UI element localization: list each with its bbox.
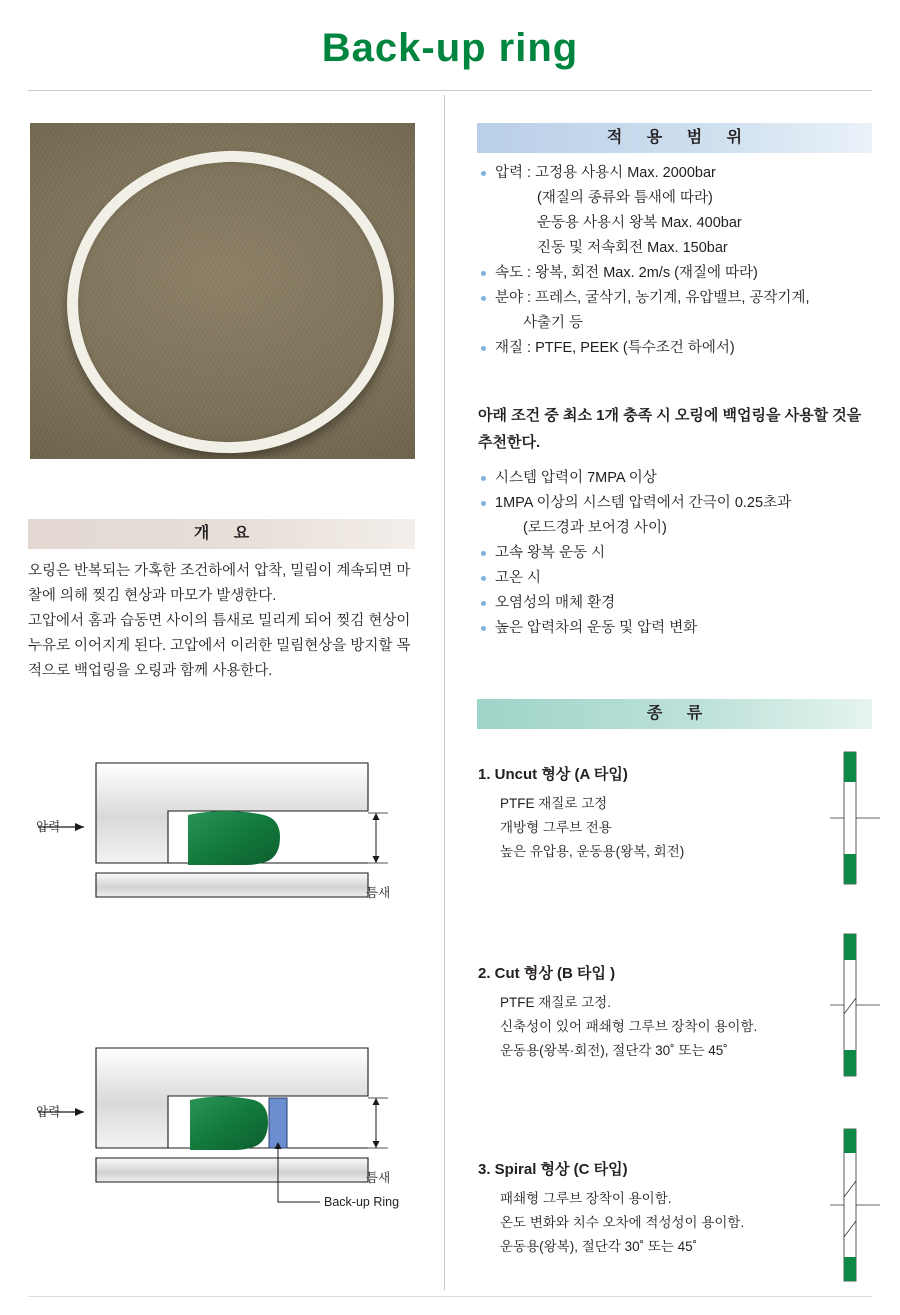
overview-paragraph-1: 오링은 반복되는 가혹한 조건하에서 압착, 밀림이 계속되면 마찰에 의해 찢김 현상과 마모가 발생한다. — [28, 563, 411, 604]
list-item — [481, 261, 871, 286]
condition-item-5: 높은 압력차의 운동 및 압력 변화 — [495, 620, 698, 636]
scope-item-0-sub-1: 운동용 사용시 왕복 Max. 400bar — [537, 215, 742, 231]
type-3-lines — [478, 1187, 808, 1259]
condition-item-1: 1MPA 이상의 시스템 압력에서 간극이 0.25초과 — [495, 495, 792, 511]
condition-item-4: 오염성의 매체 환경 — [495, 595, 616, 611]
type-2-line-0: PTFE 재질로 고정. — [500, 995, 611, 1010]
footer-divider — [28, 1296, 872, 1297]
diagram-2-gap-label: 틈새 — [366, 1171, 391, 1185]
type-1-line-1: 개방형 그루브 전용 — [500, 820, 612, 835]
type-2-title: 2. Cut 형상 (B 타입 ) — [478, 965, 616, 982]
diagram-with-backup-ring — [28, 1030, 428, 1240]
scope-item-3-main: 재질 : PTFE, PEEK (특수조건 하에서) — [495, 340, 735, 356]
condition-item-0: 시스템 압력이 7MPA 이상 — [495, 470, 657, 486]
page-title: Back-up ring — [321, 26, 579, 70]
type-1-line-2: 높은 유압용, 운동용(왕복, 회전) — [500, 844, 685, 859]
type-2-line-1: 신축성이 있어 패쇄형 그루브 장착이 용이함. — [500, 1019, 758, 1034]
overview-text — [28, 559, 418, 684]
type-1-lines — [478, 792, 808, 864]
scope-item-0-main: 압력 : 고정용 사용시 Max. 2000bar — [495, 165, 716, 181]
list-item — [481, 541, 871, 566]
type-3-line-0: 패쇄형 그루브 장착이 용이함. — [500, 1191, 672, 1206]
condition-item-1-sub-0: (로드경과 보어경 사이) — [523, 520, 667, 536]
type-block-cut — [478, 962, 808, 1063]
list-item — [481, 336, 871, 361]
diagram-1-svg — [28, 745, 428, 930]
list-item — [481, 491, 871, 541]
list-item — [481, 591, 871, 616]
diagram-2-pressure-label: 압력 — [36, 1105, 61, 1119]
list-item — [481, 161, 871, 261]
cut-ring-svg — [826, 930, 884, 1080]
column-divider — [444, 95, 445, 1290]
cut-ring-figure — [826, 930, 884, 1080]
types-heading: 종 류 — [477, 699, 872, 729]
condition-item-2: 고속 왕복 운동 시 — [495, 545, 606, 561]
scope-list — [481, 161, 871, 361]
scope-item-2-sub-0: 사출기 등 — [523, 315, 584, 331]
overview-heading: 개 요 — [28, 519, 415, 549]
condition-list — [481, 466, 871, 641]
scope-item-1-main: 속도 : 왕복, 회전 Max. 2m/s (재질에 따라) — [495, 265, 758, 281]
scope-item-2-main: 분야 : 프레스, 굴삭기, 농기계, 유압밸브, 공작기계, — [495, 290, 810, 306]
spiral-ring-figure — [826, 1125, 884, 1285]
list-item — [481, 466, 871, 491]
back-up-ring-photo — [30, 123, 415, 459]
uncut-ring-figure — [826, 748, 884, 888]
type-3-line-2: 운동용(왕복), 절단각 30˚ 또는 45˚ — [500, 1239, 698, 1254]
diagram-2-backup-ring-label: Back-up Ring — [324, 1195, 400, 1209]
type-2-lines — [478, 991, 808, 1063]
type-1-title: 1. Uncut 형상 (A 타입) — [478, 766, 628, 783]
diagram-1-gap-label: 틈새 — [366, 886, 391, 900]
scope-item-0-sub-0: (재질의 종류와 틈새에 따라) — [537, 190, 713, 206]
uncut-ring-svg — [826, 748, 884, 888]
type-block-spiral — [478, 1158, 808, 1259]
diagram-without-backup-ring — [28, 745, 428, 930]
scope-heading: 적 용 범 위 — [477, 123, 872, 153]
recommendation-note: 아래 조건 중 최소 1개 충족 시 오링에 백업링을 사용할 것을 추천한다. — [478, 407, 862, 451]
type-1-line-0: PTFE 재질로 고정 — [500, 796, 608, 811]
type-block-uncut — [478, 763, 808, 864]
title-divider — [28, 90, 872, 91]
overview-paragraph-2: 고압에서 홈과 습동면 사이의 틈새로 밀리게 되어 찢김 현상이 누유로 이어지게 된다. 고압에서 이러한 밀림현상을 방지할 목적으로 백업링을 오링과 함께 사용한다. — [28, 613, 411, 679]
condition-item-3: 고온 시 — [495, 570, 542, 586]
list-item — [481, 616, 871, 641]
scope-item-0-sub-2: 진동 및 저속회전 Max. 150bar — [537, 240, 728, 256]
list-item — [481, 286, 871, 336]
spiral-ring-svg — [826, 1125, 884, 1285]
type-2-line-2: 운동용(왕복·회전), 절단각 30˚ 또는 45˚ — [500, 1043, 728, 1058]
type-3-title: 3. Spiral 형상 (C 타입) — [478, 1161, 628, 1178]
list-item — [481, 566, 871, 591]
diagram-1-pressure-label: 압력 — [36, 820, 61, 834]
type-3-line-1: 온도 변화와 치수 오차에 적성성이 용이함. — [500, 1215, 745, 1230]
